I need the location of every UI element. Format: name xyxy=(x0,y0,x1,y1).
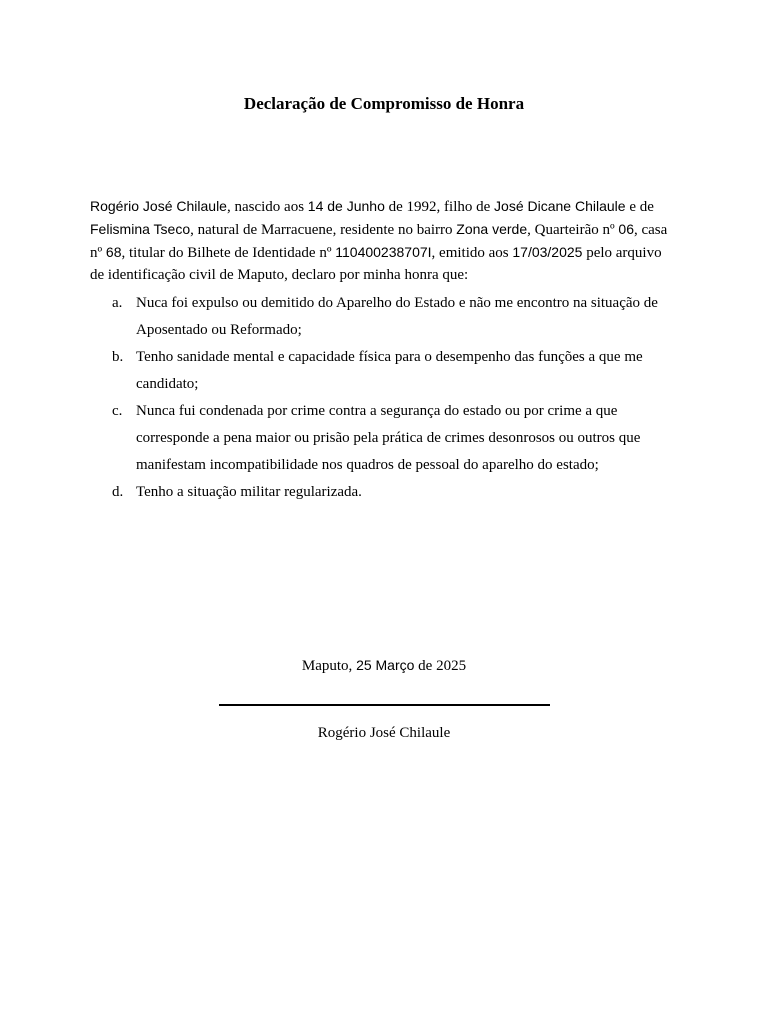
declaration-list xyxy=(90,290,670,506)
signature-name xyxy=(0,722,768,744)
intro-text-3: e de xyxy=(625,199,654,215)
intro-text-6: , Quarteirão nº xyxy=(527,222,619,238)
place-and-date xyxy=(0,654,768,677)
quarteirao-number: 06 xyxy=(618,221,634,237)
list-marker: a. xyxy=(112,295,123,311)
signature-line xyxy=(219,704,550,706)
birth-day: 14 de Junho xyxy=(307,198,385,214)
intro-text-8: , titular do Bilhete de Identidade nº xyxy=(121,245,336,261)
list-item xyxy=(90,290,670,344)
father-name: José Dicane Chilaule xyxy=(494,198,626,214)
birthplace: Marracuene xyxy=(260,222,333,238)
list-item xyxy=(90,344,670,398)
bi-number: 110400238707I xyxy=(335,244,432,260)
document-title: Declaração de Compromisso de Honra xyxy=(243,94,525,113)
intro-text-9: , emitido aos xyxy=(431,245,513,261)
signatory-name: Rogério José Chilaule xyxy=(317,725,451,741)
casa-number: 68 xyxy=(105,244,122,260)
intro-paragraph xyxy=(90,195,670,286)
intro-text-2: de 1992, filho de xyxy=(384,199,495,215)
intro-text-10: pelo arquivo de identificação civil de Maputo, declaro por minha honra que: xyxy=(90,245,662,283)
list-marker: c. xyxy=(112,403,123,419)
list-item-text: Nunca fui condenada por crime contra a segurança do estado ou por crime a que corresponde a pena maior ou prisão pela prática de crimes desonrosos ou outros que manifestam incompatibilidade nos quadros de pessoal do aparelho do estado; xyxy=(136,403,641,473)
date-year: de 2025 xyxy=(414,658,467,674)
list-marker: b. xyxy=(112,349,124,365)
list-marker: d. xyxy=(112,484,124,500)
list-item xyxy=(90,398,670,479)
date-day-month: 25 Março xyxy=(356,657,415,673)
list-item xyxy=(90,479,670,506)
bairro: Zona verde xyxy=(456,221,528,237)
declarant-name: Rogério José Chilaule xyxy=(90,198,227,214)
issue-date: 17/03/2025 xyxy=(512,244,583,260)
list-item-text: Tenho a situação militar regularizada. xyxy=(136,484,362,500)
place: Maputo, xyxy=(301,658,357,674)
mother-name: Felismina Tseco xyxy=(90,221,191,237)
intro-text-1: , nascido aos xyxy=(226,199,308,215)
list-item-text: Nuca foi expulso ou demitido do Aparelho do Estado e não me encontro na situação de Aposentado ou Reformado; xyxy=(136,295,658,338)
list-item-text: Tenho sanidade mental e capacidade física para o desempenho das funções a que me candidato; xyxy=(136,349,643,392)
intro-text-7: , casa nº xyxy=(90,222,668,261)
intro-text-5: , residente no bairro xyxy=(332,222,457,238)
intro-text-4: , natural de xyxy=(190,222,261,238)
